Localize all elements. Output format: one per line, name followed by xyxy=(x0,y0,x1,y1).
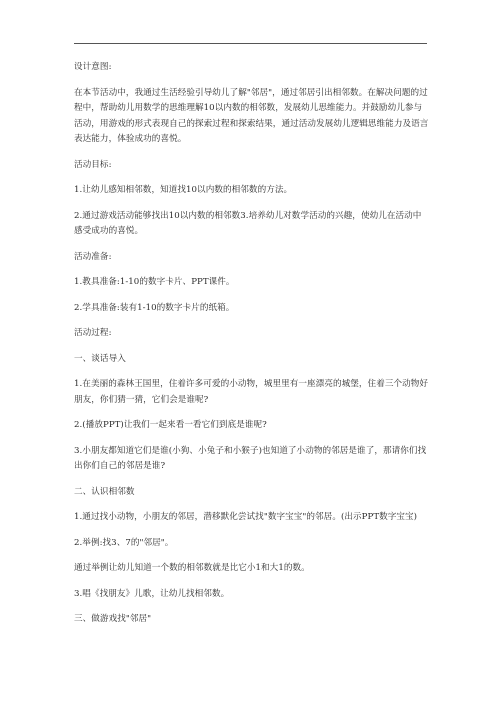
section-1-step-3: 3.小朋友都知道它们是谁(小狗、小兔子和小猴子)也知道了小动物的邻居是谁了，那请你们找出你们自己的邻居是谁? xyxy=(74,445,427,471)
section-1-title: 一、谈话导入 xyxy=(74,353,126,364)
section-2-step-2: 2.举例:找3、7的"邻居"。 xyxy=(74,537,174,548)
prep-learning-aids: 2.学具准备:装有1-10的数字卡片的纸箱。 xyxy=(74,302,235,313)
prep-teaching-aids: 1.教具准备:1-10的数字卡片、PPT课件。 xyxy=(74,277,235,287)
section-1-step-2: 2.(播放PPT)让我们一起来看一看它们到底是谁呢? xyxy=(74,420,267,430)
section-3-title: 三、做游戏找"邻居" xyxy=(74,614,152,624)
header-rule xyxy=(74,43,427,44)
design-intent-text: 在本节活动中，我通过生活经验引导幼儿了解"邻居"，通过邻居引出相邻数。在解决问题的过程中，帮助幼儿用数学的思维理解10以内数的相邻数，发展幼儿思维能力。并鼓励幼儿参与活动，用游戏的形式表现自己的探索过程和探索结果，通过活动发展幼儿逻辑思维能力及语言表达能力，体验成功的喜悦。 xyxy=(74,87,429,144)
heading-design-intent: 设计意图: xyxy=(74,62,112,72)
heading-activity-process: 活动过程: xyxy=(74,328,112,338)
section-1-step-1: 1.在美丽的森林王国里，住着许多可爱的小动物，城里里有一座漂亮的城堡，住着三个动物好朋友，你们猜一猜，它们会是谁呢? xyxy=(74,379,429,405)
section-2-step-1: 1.通过找小动物，小朋友的邻居，潜移默化尝试找"数字宝宝"的邻居。(出示PPT数字宝宝) xyxy=(74,512,418,522)
heading-activity-prep: 活动准备: xyxy=(74,251,112,262)
heading-activity-goals: 活动目标: xyxy=(74,159,112,170)
section-2-step-3: 3.唱《找朋友》儿歌，让幼儿找相邻数。 xyxy=(74,588,230,599)
section-2-explanation: 通过举例让幼儿知道一个数的相邻数就是比它小1和大1的数。 xyxy=(74,563,310,573)
document-body xyxy=(74,60,430,638)
goal-1: 1.让幼儿感知相邻数，知道找10以内数的相邻数的方法。 xyxy=(74,185,293,195)
goal-2-3: 2.通过游戏活动能够找出10以内数的相邻数3.培养幼儿对数学活动的兴趣，使幼儿在活动中感受成功的喜悦。 xyxy=(74,210,422,236)
section-2-title: 二、认识相邻数 xyxy=(74,486,135,497)
